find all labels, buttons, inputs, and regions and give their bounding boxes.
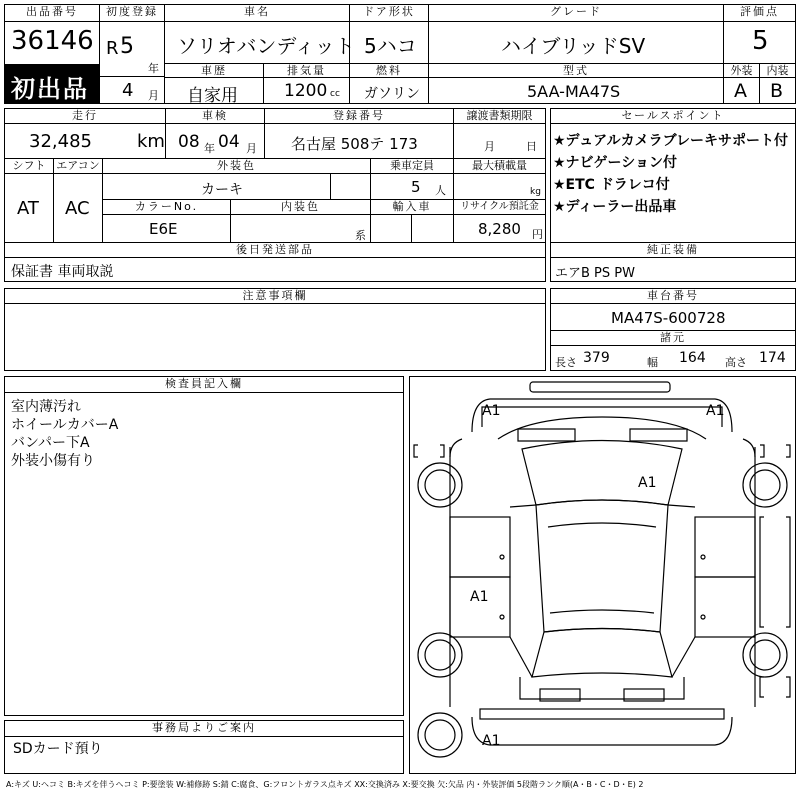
dims-label: 諸元 <box>550 330 796 346</box>
int-value-cell <box>759 77 796 104</box>
load-label: 最大積載量 <box>453 158 546 174</box>
rear-window-shape <box>532 629 672 678</box>
mileage-unit: km <box>137 131 165 152</box>
transfer-month: 月 <box>484 140 495 153</box>
equip-value: エアB PS PW <box>555 266 635 281</box>
grade-value: ハイブリッドSV <box>501 34 646 58</box>
insp-month: 04 <box>218 132 240 152</box>
colorno-value: E6E <box>149 220 178 238</box>
import-divider <box>411 215 412 243</box>
disp-value-cell <box>263 77 350 104</box>
intcolor-unit: 系 <box>355 229 366 242</box>
caution-area <box>4 303 546 371</box>
cap-label: 乗車定員 <box>370 158 454 174</box>
reg-era: R <box>106 38 119 59</box>
shift-value: AT <box>17 198 39 219</box>
ext-value-cell <box>723 77 760 104</box>
inspection-label: 車検 <box>165 108 265 124</box>
sales-label: セールスポイント <box>550 108 796 124</box>
cap-unit: 人 <box>435 184 446 197</box>
office-label: 事務局よりご案内 <box>4 720 404 737</box>
model-value-cell <box>428 77 724 104</box>
model-value: 5AA-MA47S <box>527 82 621 101</box>
door-value-cell <box>349 21 429 64</box>
lot-number: 36146 <box>11 26 94 56</box>
insp-year: 08 <box>178 132 200 152</box>
sales-item-3: ★ETC ドラレコ付 <box>553 177 670 193</box>
fuel-label: 燃料 <box>349 63 429 78</box>
damage-mark-rear: A1 <box>482 733 501 749</box>
sales-item-2: ★ナビゲーション付 <box>553 155 677 171</box>
history-label: 車歴 <box>164 63 264 78</box>
caution-label: 注意事項欄 <box>4 288 546 304</box>
load-unit: kg <box>530 187 541 197</box>
chassis-value-cell <box>550 303 796 331</box>
inspector-line-1: 室内薄汚れ <box>11 399 81 415</box>
int-value: B <box>770 80 784 102</box>
car-diagram-svg <box>410 377 795 773</box>
rear-gate-shape <box>520 677 684 699</box>
color-divider <box>330 174 331 200</box>
score-value-cell <box>723 21 796 64</box>
inspector-area <box>4 392 404 716</box>
reg-month: 4 <box>122 80 134 101</box>
disp-label: 排気量 <box>263 63 350 78</box>
office-area <box>4 736 404 774</box>
equip-value-cell <box>550 257 796 282</box>
inspector-label: 検査員記入欄 <box>4 376 404 393</box>
mileage-value-cell <box>4 123 166 159</box>
first-listing-badge <box>4 64 100 104</box>
door-value: 5ハコ <box>364 34 417 58</box>
damage-mark-left-side: A1 <box>470 589 489 605</box>
plate-label: 登録番号 <box>264 108 454 124</box>
color-label: 外装色 <box>102 158 371 174</box>
mileage-label: 走行 <box>4 108 166 124</box>
disp-value: 1200 <box>284 81 328 101</box>
ac-value: AC <box>65 198 90 219</box>
lot-label: 出品番号 <box>4 4 100 22</box>
len-value: 379 <box>583 350 610 366</box>
damage-mark-hood: A1 <box>638 475 657 491</box>
front-bumper-shape <box>472 399 732 432</box>
recycle-unit: 円 <box>532 228 543 241</box>
rear-bumper-shape <box>472 717 732 745</box>
recycle-value-cell <box>453 214 546 243</box>
import-label: 輸入車 <box>370 199 454 215</box>
hgt-label: 高さ <box>725 356 747 369</box>
inspector-line-4: 外装小傷有り <box>11 453 95 469</box>
reg-month-cell <box>99 76 165 104</box>
inspection-value-cell <box>165 123 265 159</box>
reg-year: 5 <box>120 34 134 59</box>
ext-value: A <box>734 80 747 102</box>
insp-year-unit: 年 <box>204 142 215 155</box>
inspector-line-3: バンパー下A <box>11 435 90 451</box>
transfer-value-cell <box>453 123 546 159</box>
damage-mark-front-left: A1 <box>482 403 501 419</box>
colorno-label: カラーNo. <box>102 199 231 215</box>
hood-shape <box>498 417 706 439</box>
legend-text: A:キズ U:ヘコミ B:キズを伴うヘコミ P:要塗装 W:補修跡 S:錆 C:腐食、G:フロントガラス点キズ XX:交換済み X:要交換 欠:欠品 内・外装評価 5段階ランク順(A・B・C・D・E) 2 <box>6 780 644 789</box>
first-listing-text: 初出品 <box>11 75 89 103</box>
car-name: ソリオバンディット <box>177 34 355 58</box>
sales-item-4: ★ディーラー出品車 <box>553 199 677 215</box>
reg-month-unit: 月 <box>148 89 159 102</box>
plate-value: 名古屋 508テ 173 <box>291 135 418 153</box>
colorno-value-cell <box>102 214 231 243</box>
front-right-door-shape <box>695 517 755 577</box>
ext-label: 外装 <box>723 63 760 78</box>
reg-year-unit: 年 <box>148 62 159 75</box>
office-value: SDカード預り <box>13 741 103 757</box>
grade-value-cell <box>428 21 724 64</box>
reg-year-cell <box>99 21 165 77</box>
grade-label: グレード <box>428 4 724 22</box>
ac-value-cell <box>53 173 103 243</box>
sales-list <box>550 123 796 243</box>
intcolor-label: 内装色 <box>230 199 371 215</box>
model-label: 型式 <box>428 63 724 78</box>
door-label: ドア形状 <box>349 4 429 22</box>
history-value: 自家用 <box>187 86 238 106</box>
import-value-cell <box>370 214 454 243</box>
recycle-label: リサイクル預託金 <box>453 199 546 215</box>
cap-value-cell <box>370 173 454 200</box>
car-label: 車名 <box>164 4 350 22</box>
wid-value: 164 <box>679 350 706 366</box>
int-label: 内装 <box>759 63 796 78</box>
front-left-door-shape <box>450 517 510 577</box>
damage-diagram <box>409 376 796 774</box>
shift-label: シフト <box>4 158 54 174</box>
score-label: 評価点 <box>723 4 796 22</box>
transfer-day: 日 <box>526 140 537 153</box>
fuel-value-cell <box>349 77 429 104</box>
windshield-shape <box>522 441 682 506</box>
damage-mark-front-right: A1 <box>706 403 725 419</box>
equip-label: 純正装備 <box>550 242 796 258</box>
chassis-value: MA47S-600728 <box>611 309 726 327</box>
intcolor-value-cell <box>230 214 371 243</box>
hgt-value: 174 <box>759 350 786 366</box>
chassis-label: 車台番号 <box>550 288 796 304</box>
fuel-value: ガソリン <box>364 86 420 102</box>
sales-item-1: ★デュアルカメラブレーキサポート付 <box>553 133 789 149</box>
score-value: 5 <box>752 26 769 56</box>
transfer-label: 譲渡書類期限 <box>453 108 546 124</box>
later-value: 保証書 車両取説 <box>11 264 114 280</box>
dims-value-cell <box>550 345 796 371</box>
reg-label: 初度登録 <box>99 4 165 22</box>
rear-right-door-shape <box>695 577 755 637</box>
history-value-cell <box>164 77 264 104</box>
wid-label: 幅 <box>647 356 658 369</box>
disp-unit: cc <box>330 89 340 99</box>
later-label: 後日発送部品 <box>4 242 546 258</box>
mileage-value: 32,485 <box>29 131 92 152</box>
lot-value-cell <box>4 21 100 65</box>
rear-left-door-shape <box>450 577 510 637</box>
ac-label: エアコン <box>53 158 103 174</box>
recycle-value: 8,280 <box>478 220 521 238</box>
cap-value: 5 <box>411 178 421 196</box>
later-value-cell <box>4 257 546 282</box>
len-label: 長さ <box>555 356 577 369</box>
insp-month-unit: 月 <box>246 142 257 155</box>
inspector-line-2: ホイールカバーA <box>11 417 119 433</box>
front-bumper-top-shape <box>530 382 670 392</box>
load-value-cell <box>453 173 546 200</box>
car-value-cell <box>164 21 355 64</box>
plate-value-cell <box>264 123 454 159</box>
color-value: カーキ <box>201 182 243 198</box>
shift-value-cell <box>4 173 54 243</box>
